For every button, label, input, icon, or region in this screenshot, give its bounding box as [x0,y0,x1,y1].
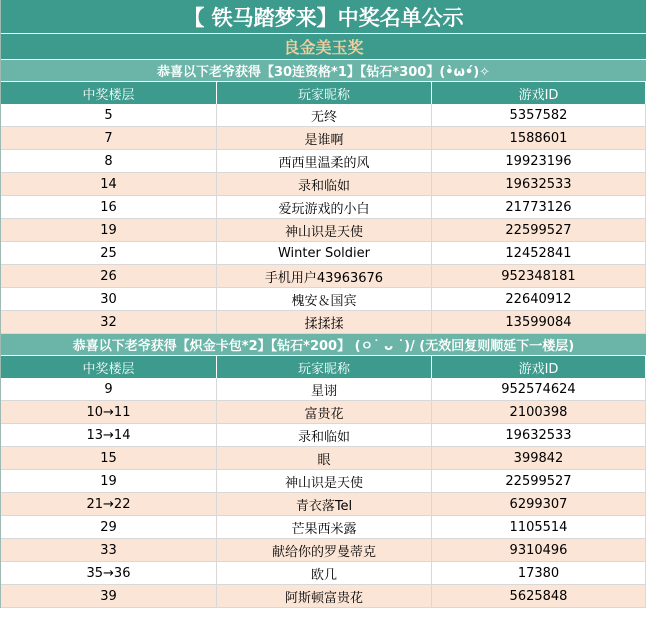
game-id-cell: 2100398 [432,401,646,423]
floor-cell: 7 [1,127,217,149]
game-id-cell: 952348181 [432,265,646,287]
floor-cell: 8 [1,150,217,172]
game-id-cell: 19632533 [432,424,646,446]
award-name: 良金美玉奖 [1,34,646,60]
nickname-cell: 爱玩游戏的小白 [217,196,432,218]
header-nickname: 玩家昵称 [217,82,432,104]
nickname-cell: 录和临如 [217,424,432,446]
floor-cell: 13→14 [1,424,217,446]
floor-cell: 9 [1,378,217,400]
nickname-cell: 是谁啊 [217,127,432,149]
page-title: 【 铁马踏梦来】中奖名单公示 [1,0,646,34]
nickname-cell: 神山识是天使 [217,219,432,241]
table-row [1,447,646,470]
floor-cell: 35→36 [1,562,217,584]
floor-cell: 19 [1,219,217,241]
game-id-cell: 13599084 [432,311,646,333]
nickname-cell: Winter Soldier [217,242,432,264]
table-row [1,378,646,401]
nickname-cell: 神山识是天使 [217,470,432,492]
floor-cell: 15 [1,447,217,469]
table-row [1,470,646,493]
nickname-cell: 西西里温柔的风 [217,150,432,172]
table-row [1,104,646,127]
section1-header-row [1,82,646,104]
game-id-cell: 1588601 [432,127,646,149]
game-id-cell: 22640912 [432,288,646,310]
floor-cell: 16 [1,196,217,218]
table-row [1,242,646,265]
floor-cell: 30 [1,288,217,310]
table-row [1,150,646,173]
header-game-id: 游戏ID [432,356,646,378]
game-id-cell: 22599527 [432,219,646,241]
section2-banner: 恭喜以下老爷获得【炽金卡包*2】【钻石*200】 (ㅇ˙ ᴗ ˙)/ (无效回复则顺延下一楼层) [1,334,646,356]
table-row [1,493,646,516]
table-row [1,539,646,562]
table-row [1,173,646,196]
nickname-cell: 献给你的罗曼蒂克 [217,539,432,561]
table-row [1,424,646,447]
nickname-cell: 富贵花 [217,401,432,423]
table-row [1,516,646,539]
game-id-cell: 9310496 [432,539,646,561]
floor-cell: 21→22 [1,493,217,515]
game-id-cell: 5357582 [432,104,646,126]
game-id-cell: 6299307 [432,493,646,515]
game-id-cell: 12452841 [432,242,646,264]
table-row [1,196,646,219]
floor-cell: 14 [1,173,217,195]
nickname-cell: 欧几 [217,562,432,584]
floor-cell: 10→11 [1,401,217,423]
nickname-cell: 无终 [217,104,432,126]
game-id-cell: 1105514 [432,516,646,538]
table-row [1,585,646,608]
nickname-cell: 槐安＆国宾 [217,288,432,310]
nickname-cell: 手机用户43963676 [217,265,432,287]
game-id-cell: 399842 [432,447,646,469]
floor-cell: 5 [1,104,217,126]
nickname-cell: 青衣落Tel [217,493,432,515]
header-floor: 中奖楼层 [1,356,217,378]
header-floor: 中奖楼层 [1,82,217,104]
game-id-cell: 952574624 [432,378,646,400]
nickname-cell: 阿斯顿富贵花 [217,585,432,607]
nickname-cell: 芒果西米露 [217,516,432,538]
game-id-cell: 5625848 [432,585,646,607]
game-id-cell: 19923196 [432,150,646,172]
floor-cell: 39 [1,585,217,607]
section1-rows [1,104,646,334]
floor-cell: 19 [1,470,217,492]
header-nickname: 玩家昵称 [217,356,432,378]
game-id-cell: 19632533 [432,173,646,195]
game-id-cell: 17380 [432,562,646,584]
nickname-cell: 星诩 [217,378,432,400]
nickname-cell: 录和临如 [217,173,432,195]
table-row [1,265,646,288]
section2-header-row [1,356,646,378]
game-id-cell: 21773126 [432,196,646,218]
section2-rows [1,378,646,608]
floor-cell: 26 [1,265,217,287]
floor-cell: 29 [1,516,217,538]
floor-cell: 32 [1,311,217,333]
header-game-id: 游戏ID [432,82,646,104]
floor-cell: 33 [1,539,217,561]
table-row [1,288,646,311]
table-row [1,127,646,150]
nickname-cell: 揉揉揉 [217,311,432,333]
section1-banner: 恭喜以下老爷获得【30连资格*1】【钻石*300】(•̀ω•́)✧ [1,60,646,82]
table-row [1,401,646,424]
table-row [1,219,646,242]
floor-cell: 25 [1,242,217,264]
game-id-cell: 22599527 [432,470,646,492]
table-row [1,311,646,334]
nickname-cell: 眼 [217,447,432,469]
table-row [1,562,646,585]
